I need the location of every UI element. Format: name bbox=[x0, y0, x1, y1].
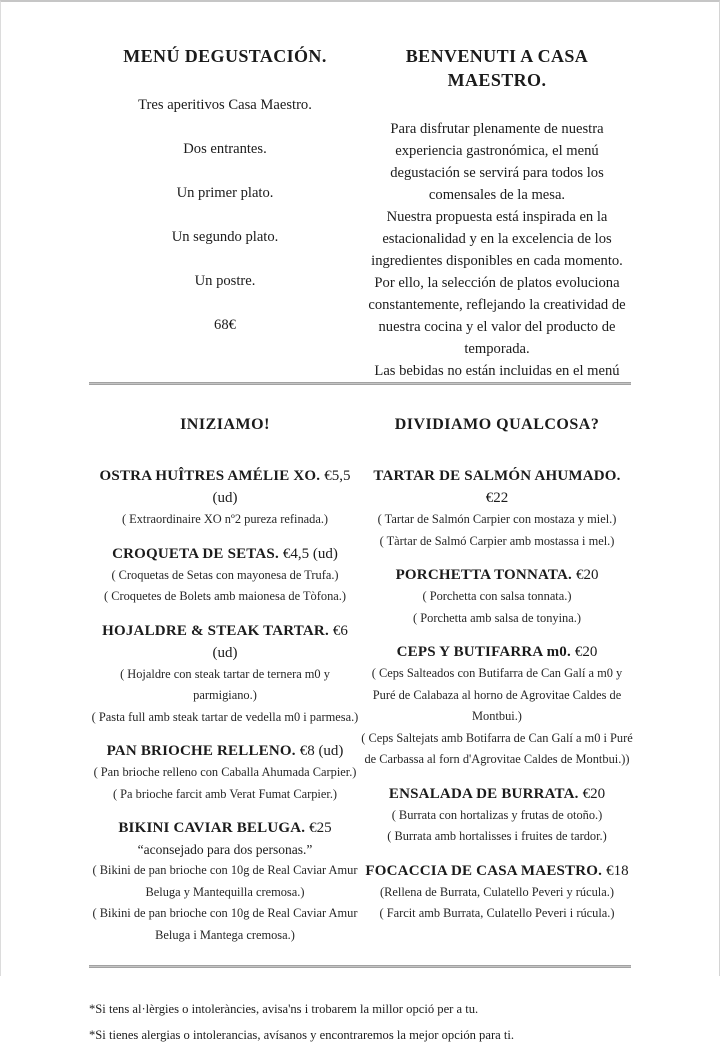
top-section bbox=[89, 44, 633, 382]
welcome-paragraph: Por ello, la selección de platos evoluciona constantemente, reflejando la creatividad de nuestra cocina y el valor del producto de temporada. bbox=[368, 275, 626, 357]
tasting-menu-line: Un postre. bbox=[194, 273, 256, 289]
menu-item-name: FOCACCIA DE CASA MAESTRO. bbox=[365, 862, 603, 879]
menu-item-note: ( Extraordinaire XO nº2 pureza refinada.) bbox=[121, 512, 329, 526]
menu-item-note: (Rellena de Burrata, Culatello Peveri y rúcula.) bbox=[380, 884, 614, 899]
tasting-menu-line: Dos entrantes. bbox=[183, 141, 267, 157]
menu-item-name: ENSALADA DE BURRATA. bbox=[388, 785, 579, 802]
menu-item-price: €6 (ud) bbox=[212, 622, 348, 661]
welcome-paragraph: Nuestra propuesta está inspirada en la estacionalidad y en la excelencia de los ingredientes disponibles en cada momento. bbox=[371, 209, 623, 269]
welcome-paragraph: Las bebidas no están incluidas en el menú bbox=[374, 363, 620, 379]
tasting-menu-line: Un segundo plato. bbox=[171, 229, 279, 245]
menu-item-name: CROQUETA DE SETAS. bbox=[112, 545, 279, 562]
menu-item-price: €8 (ud) bbox=[299, 743, 344, 759]
menu-item-bikini bbox=[89, 817, 361, 946]
menu-item-name: PAN BRIOCHE RELLENO. bbox=[106, 743, 296, 759]
menu-item-hojaldre bbox=[89, 620, 361, 729]
menu-item-note: ( Bikini de pan brioche con 10g de Real Caviar Amur Beluga y Mantequilla cremosa.) bbox=[92, 863, 358, 899]
menu-item-focaccia bbox=[361, 860, 633, 925]
menu-item-note: ( Pan brioche relleno con Caballa Ahumada Carpier.) bbox=[93, 765, 357, 779]
menu-item-price: €20 bbox=[574, 644, 598, 660]
menu-item-price: €18 bbox=[606, 862, 629, 879]
bottom-divider bbox=[89, 965, 631, 968]
menu-item-note: ( Croquetes de Bolets amb maionesa de Tòfona.) bbox=[103, 589, 346, 603]
sharing-title: DIVIDIAMO QUALCOSA? bbox=[394, 416, 600, 433]
menu-item-note: ( Porchetta con salsa tonnata.) bbox=[422, 589, 572, 603]
starters-title: INIZIAMO! bbox=[180, 416, 270, 433]
menu-item-price: €20 bbox=[575, 567, 599, 583]
menu-item-title bbox=[361, 564, 633, 586]
menu-item-title bbox=[89, 543, 361, 565]
menu-item-name: BIKINI CAVIAR BELUGA. bbox=[118, 820, 306, 836]
allergy-note-spanish: *Si tienes alergias o intolerancias, avísanos y encontraremos la mejor opción para ti. bbox=[89, 1028, 515, 1042]
menu-item-title bbox=[361, 465, 633, 509]
menu-item-title bbox=[89, 817, 361, 839]
menu-item-note: ( Farcit amb Burrata, Culatello Peveri i rúcula.) bbox=[379, 906, 615, 920]
menu-item-title bbox=[89, 740, 361, 762]
menu-item-price: €22 bbox=[485, 490, 509, 506]
menu-item-title bbox=[89, 465, 361, 509]
menu-item-name: CEPS Y BUTIFARRA m0. bbox=[396, 644, 571, 660]
menu-item-note: ( Burrata con hortalizas y frutas de otoño.) bbox=[391, 807, 603, 822]
menu-item-croqueta bbox=[89, 543, 361, 608]
tasting-menu-price: 68€ bbox=[214, 317, 236, 333]
tasting-menu-column bbox=[89, 44, 361, 382]
footer bbox=[89, 996, 719, 1048]
menu-item-title bbox=[361, 783, 633, 805]
menu-item-note: ( Hojaldre con steak tartar de ternera m0 y parmigiano.) bbox=[120, 666, 330, 702]
starters-column bbox=[89, 413, 361, 958]
menu-item-quote: “aconsejado para dos personas.” bbox=[137, 842, 313, 857]
tasting-menu-title: MENÚ DEGUSTACIÓN. bbox=[123, 46, 327, 66]
menu-item-tartar-salmon bbox=[361, 465, 633, 552]
welcome-paragraph: Para disfrutar plenamente de nuestra experiencia gastronómica, el menú degustación se servirá para todos los comensales de la mesa. bbox=[390, 121, 604, 203]
menu-item-note: ( Ceps Saltejats amb Botifarra de Can Galí a m0 i Puré de Carbassa al forn d'Agrovitae Caldes de Montbui.)) bbox=[361, 730, 633, 766]
menu-item-price: €20 bbox=[582, 785, 606, 802]
menu-item-ensalada bbox=[361, 783, 633, 848]
menu-item-note: ( Bikini de pan brioche con 10g de Real Caviar Amur Beluga i Mantega cremosa.) bbox=[92, 906, 358, 942]
menu-item-ostra bbox=[89, 465, 361, 531]
menu-item-title bbox=[361, 641, 633, 663]
menu-item-price: €4,5 (ud) bbox=[282, 545, 338, 562]
menu-item-porchetta bbox=[361, 564, 633, 629]
menu-item-name: PORCHETTA TONNATA. bbox=[395, 567, 572, 583]
welcome-title: BENVENUTI A CASA MAESTRO. bbox=[405, 46, 589, 90]
menu-item-note: ( Croquetas de Setas con mayonesa de Trufa.) bbox=[111, 567, 339, 582]
menu-item-title bbox=[361, 860, 633, 882]
menu-section bbox=[89, 385, 633, 958]
sharing-column bbox=[361, 413, 633, 958]
menu-item-name: TARTAR DE SALMÓN AHUMADO. bbox=[373, 468, 621, 484]
menu-item-name: HOJALDRE & STEAK TARTAR. bbox=[102, 622, 329, 639]
menu-item-note: ( Tartar de Salmón Carpier con mostaza y miel.) bbox=[377, 512, 617, 526]
menu-item-price: €25 bbox=[309, 820, 332, 836]
menu-item-price: €5,5 (ud) bbox=[212, 468, 351, 506]
tasting-menu-line: Tres aperitivos Casa Maestro. bbox=[138, 97, 312, 113]
tasting-menu-line: Un primer plato. bbox=[176, 185, 274, 201]
menu-item-note: ( Pa brioche farcit amb Verat Fumat Carpier.) bbox=[112, 786, 338, 801]
welcome-column bbox=[361, 44, 633, 382]
menu-item-note: ( Pasta full amb steak tartar de vedella m0 i parmesa.) bbox=[91, 709, 359, 724]
menu-item-note: ( Ceps Salteados con Butifarra de Can Galí a m0 y Puré de Calabaza al horno de Agrovitae Caldes de Montbui.) bbox=[371, 666, 623, 723]
menu-item-note: ( Porchetta amb salsa de tonyina.) bbox=[413, 610, 581, 625]
menu-item-pan-brioche bbox=[89, 740, 361, 805]
menu-item-name: OSTRA HUÎTRES AMÉLIE XO. bbox=[99, 468, 321, 484]
allergy-note-catalan: *Si tens al·lèrgies o intoleràncies, avisa'ns i trobarem la millor opció per a tu. bbox=[89, 1002, 479, 1016]
menu-item-ceps bbox=[361, 641, 633, 771]
menu-item-title bbox=[89, 620, 361, 664]
menu-item-note: ( Tàrtar de Salmó Carpier amb mostassa i mel.) bbox=[379, 533, 615, 548]
menu-item-note: ( Burrata amb hortalisses i fruites de tardor.) bbox=[387, 829, 607, 843]
